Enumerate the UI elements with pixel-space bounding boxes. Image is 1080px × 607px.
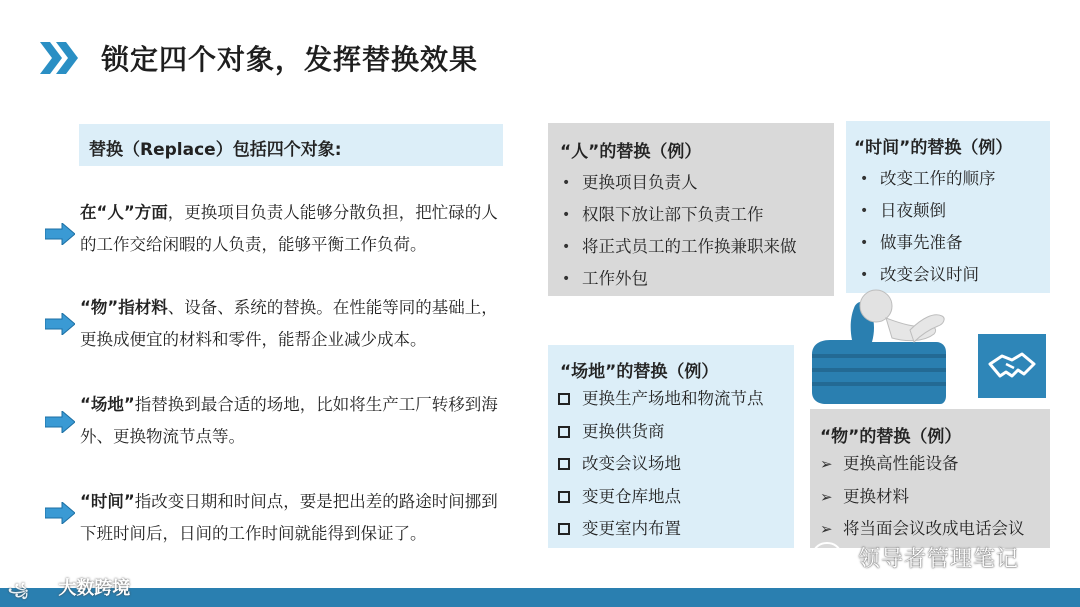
arrowhead-bullet-icon: ➢ (820, 487, 833, 506)
paragraph-time (80, 486, 510, 550)
list-item: ➢ 更换高性能设备 (818, 448, 1025, 481)
intro-text: 替换（Replace）包括四个对象: (89, 140, 342, 160)
handshake-icon (978, 334, 1046, 398)
checkbox-icon (558, 491, 570, 503)
arrow-right-icon (45, 411, 75, 433)
paragraph-time-text: 指改变日期和时间点，要是把出差的路途时间挪到下班时间后，日间的工作时间就能得到保证了。 (80, 492, 498, 543)
arrow-right-icon (45, 223, 75, 245)
bullet-icon: • (562, 207, 571, 223)
watermark-text: 领导者管理笔记 (858, 547, 1020, 572)
logo-mark-icon: ꧁ (8, 583, 29, 598)
footer-logo-text: 大数跨境 (58, 578, 131, 599)
list-item: • 将正式员工的工作换兼职来做 (556, 231, 797, 263)
bullet-icon: • (860, 235, 869, 251)
paragraph-thing-lead: “物”指材料 (80, 298, 168, 317)
paragraph-thing (80, 292, 510, 356)
paragraph-site (80, 389, 510, 453)
list-item: • 工作外包 (556, 263, 797, 295)
site-example-box (548, 345, 794, 548)
people-list (556, 167, 797, 295)
bullet-icon: • (562, 239, 571, 255)
paragraph-people-text: ，更换项目负责人能够分散负担，把忙碌的人的工作交给闲暇的人负责，能够平衡工作负荷。 (80, 203, 498, 254)
bullet-icon: • (860, 171, 869, 187)
footer-logo (8, 574, 130, 606)
list-item: ➢ 将当面会议改成电话会议 (818, 513, 1025, 546)
list-item: 更换生产场地和物流节点 (558, 383, 764, 416)
footer-bar (0, 588, 1080, 607)
paragraph-people (80, 197, 510, 261)
arrow-right-icon (45, 313, 75, 335)
list-item: • 日夜颠倒 (854, 195, 996, 227)
list-item: • 改变会议时间 (854, 259, 996, 291)
people-box-title: “人”的替换（例） (560, 142, 702, 162)
checkbox-icon (558, 523, 570, 535)
checkbox-icon (558, 393, 570, 405)
thing-box-title: “物”的替换（例） (820, 427, 962, 447)
bullet-icon: • (562, 175, 571, 191)
paragraph-site-lead: “场地” (80, 395, 135, 414)
page-title: 锁定四个对象，发挥替换效果 (101, 43, 479, 76)
bullet-icon: • (860, 203, 869, 219)
thing-list (818, 448, 1025, 546)
wechat-icon (812, 540, 850, 572)
thumbs-up-illustration-icon (810, 288, 948, 406)
arrowhead-bullet-icon: ➢ (820, 520, 833, 538)
arrowhead-bullet-icon: ➢ (820, 455, 833, 473)
people-example-box (548, 123, 834, 296)
checkbox-icon (558, 458, 570, 470)
paragraph-thing-text: 、设备、系统的替换。在性能等同的基础上，更换成便宜的材料和零件，能帮企业减少成本。 (80, 298, 498, 349)
double-chevron-icon (38, 40, 82, 76)
paragraph-time-lead: “时间” (80, 492, 135, 511)
arrow-right-icon (45, 502, 75, 524)
paragraph-site-text: 指替换到最合适的场地，比如将生产工厂转移到海外、更换物流节点等。 (80, 395, 498, 446)
bullet-icon: • (860, 267, 869, 283)
time-example-box (846, 121, 1050, 293)
site-box-title: “场地”的替换（例） (560, 362, 719, 382)
list-item: • 做事先准备 (854, 227, 996, 259)
time-list (854, 163, 996, 291)
list-item: • 改变工作的顺序 (854, 163, 996, 195)
checkbox-icon (558, 426, 570, 438)
intro-banner (79, 124, 503, 166)
bullet-icon: • (562, 271, 571, 287)
thing-example-box (810, 409, 1050, 548)
list-item: • 更换项目负责人 (556, 167, 797, 199)
list-item: • 权限下放让部下负责工作 (556, 199, 797, 231)
time-box-title: “时间”的替换（例） (854, 138, 1013, 158)
list-item: 改变会议场地 (558, 448, 764, 481)
list-item: 更换供货商 (558, 416, 764, 449)
list-item: 变更仓库地点 (558, 481, 764, 514)
paragraph-people-lead: 在“人”方面 (80, 203, 168, 222)
list-item: ➢ 更换材料 (818, 481, 1025, 514)
site-list (558, 383, 764, 546)
list-item: 变更室内布置 (558, 513, 764, 546)
